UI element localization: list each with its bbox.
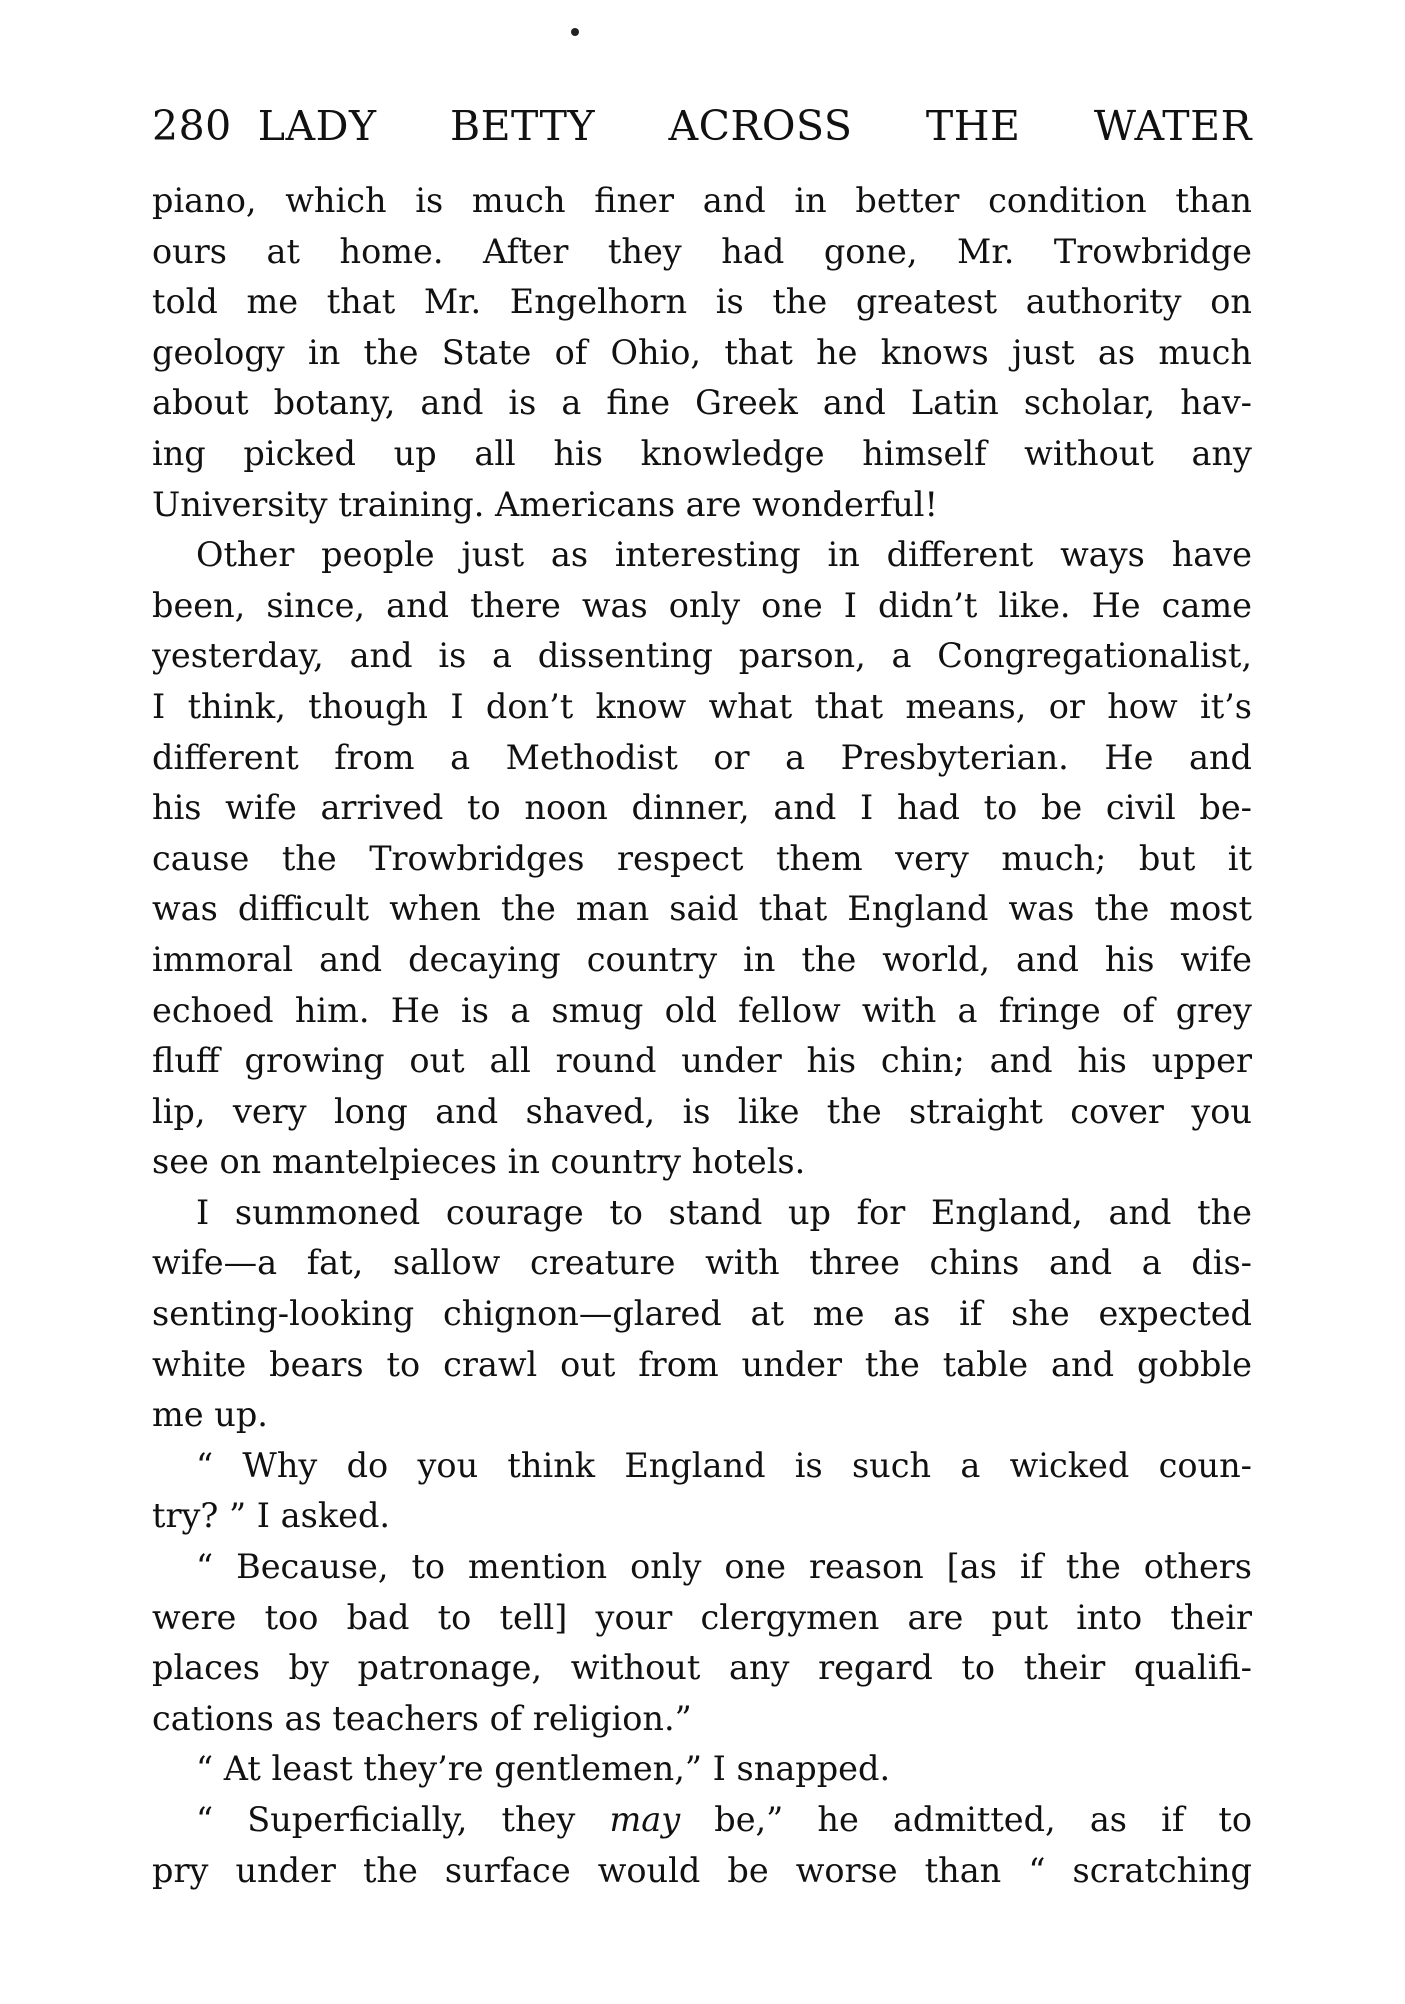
text-line bbox=[152, 1441, 1252, 1492]
text-line bbox=[152, 429, 1252, 480]
text-segment: piano, which is much finer and in better condition than bbox=[152, 181, 1252, 220]
text-segment: try? ” I asked. bbox=[152, 1496, 391, 1536]
running-title-word: BETTY bbox=[449, 102, 596, 150]
text-segment: see on mantelpieces in country hotels. bbox=[152, 1142, 806, 1182]
text-line bbox=[152, 530, 1252, 581]
text-segment: echoed him. He is a smug old fellow with a fringe of grey bbox=[152, 990, 1252, 1030]
text-line bbox=[152, 581, 1252, 632]
text-line bbox=[152, 1491, 1252, 1542]
text-segment: “ Why do you think England is such a wicked coun- bbox=[196, 1445, 1252, 1485]
text-segment: different from a Methodist or a Presbyterian. He and bbox=[152, 737, 1252, 777]
text-segment: about botany, and is a fine Greek and Latin scholar, hav- bbox=[152, 383, 1252, 423]
text-segment: “ At least they’re gentlemen,” I snapped. bbox=[196, 1749, 891, 1789]
text-line bbox=[152, 935, 1252, 986]
text-line bbox=[152, 834, 1252, 885]
text-segment: ing picked up all his knowledge himself without any bbox=[152, 433, 1252, 473]
text-line bbox=[152, 277, 1252, 328]
text-line bbox=[152, 682, 1252, 733]
text-segment: cations as teachers of religion.” bbox=[152, 1698, 692, 1738]
text-line bbox=[152, 1087, 1252, 1138]
page-number: 280 bbox=[152, 102, 232, 150]
text-line bbox=[152, 884, 1252, 935]
text-line bbox=[152, 1846, 1252, 1897]
running-title bbox=[258, 96, 1252, 156]
text-segment: cause the Trowbridges respect them very much; but it bbox=[152, 838, 1252, 878]
text-line bbox=[152, 631, 1252, 682]
text-segment: “ Because, to mention only one reason [as if the others bbox=[196, 1547, 1252, 1587]
body-text bbox=[152, 176, 1252, 1896]
running-title-word: LADY bbox=[257, 102, 377, 150]
text-segment: places by patronage, without any regard to their qualifi- bbox=[152, 1648, 1252, 1688]
text-line bbox=[152, 1036, 1252, 1087]
text-line bbox=[152, 1238, 1252, 1289]
text-segment: Other people just as interesting in different ways have bbox=[196, 535, 1252, 575]
text-segment: were too bad to tell] your clergymen are put into their bbox=[152, 1597, 1252, 1637]
running-title-word: ACROSS bbox=[668, 102, 853, 150]
text-segment: been, since, and there was only one I didn’t like. He came bbox=[152, 585, 1252, 625]
text-line bbox=[152, 1643, 1252, 1694]
text-segment: his wife arrived to noon dinner, and I had to be civil be- bbox=[152, 788, 1252, 828]
text-line bbox=[152, 378, 1252, 429]
text-segment: immoral and decaying country in the world, and his wife bbox=[152, 939, 1252, 979]
text-segment: lip, very long and shaved, is like the straight cover you bbox=[152, 1091, 1252, 1131]
book-page bbox=[152, 96, 1252, 1896]
text-segment: University training. Americans are wonderful! bbox=[152, 484, 938, 524]
text-line bbox=[152, 1593, 1252, 1644]
print-speck bbox=[571, 28, 579, 36]
text-line bbox=[152, 733, 1252, 784]
text-segment: white bears to crawl out from under the table and gobble bbox=[152, 1344, 1252, 1384]
running-header bbox=[152, 96, 1252, 156]
text-line bbox=[152, 480, 1252, 531]
text-segment: “ Superficially, they bbox=[196, 1800, 610, 1839]
text-segment: senting-looking chignon—glared at me as if she expected bbox=[152, 1294, 1252, 1334]
text-line bbox=[152, 1340, 1252, 1391]
text-line bbox=[152, 986, 1252, 1037]
text-line bbox=[152, 1289, 1252, 1340]
text-line bbox=[152, 1137, 1252, 1188]
text-segment: pry under the surface would be worse than “ scratching bbox=[152, 1850, 1252, 1890]
running-title-word: WATER bbox=[1093, 102, 1252, 150]
text-line bbox=[152, 1542, 1252, 1593]
text-line bbox=[152, 1744, 1252, 1795]
text-segment: wife—a fat, sallow creature with three chins and a dis- bbox=[152, 1243, 1252, 1283]
text-line bbox=[152, 328, 1252, 379]
text-segment: ours at home. After they had gone, Mr. Trowbridge bbox=[152, 231, 1252, 271]
text-line bbox=[152, 176, 1252, 227]
italic-text: may bbox=[609, 1800, 681, 1839]
text-segment: yesterday, and is a dissenting parson, a Congregationalist, bbox=[152, 636, 1252, 676]
text-segment: geology in the State of Ohio, that he knows just as much bbox=[152, 332, 1252, 372]
text-line bbox=[152, 783, 1252, 834]
text-line bbox=[152, 1188, 1252, 1239]
text-segment: me up. bbox=[152, 1395, 268, 1435]
text-segment: was difficult when the man said that England was the most bbox=[152, 889, 1252, 929]
text-line bbox=[152, 1795, 1252, 1846]
text-line bbox=[152, 227, 1252, 278]
text-segment: told me that Mr. Engelhorn is the greatest authority on bbox=[152, 282, 1252, 322]
text-segment: be,” he admitted, as if to bbox=[680, 1800, 1252, 1839]
text-line bbox=[152, 1694, 1252, 1745]
text-segment: fluff growing out all round under his chin; and his upper bbox=[152, 1041, 1252, 1081]
text-line bbox=[152, 1390, 1252, 1441]
running-title-word: THE bbox=[925, 102, 1021, 150]
text-segment: I summoned courage to stand up for England, and the bbox=[196, 1192, 1252, 1232]
text-segment: I think, though I don’t know what that means, or how it’s bbox=[152, 686, 1252, 726]
